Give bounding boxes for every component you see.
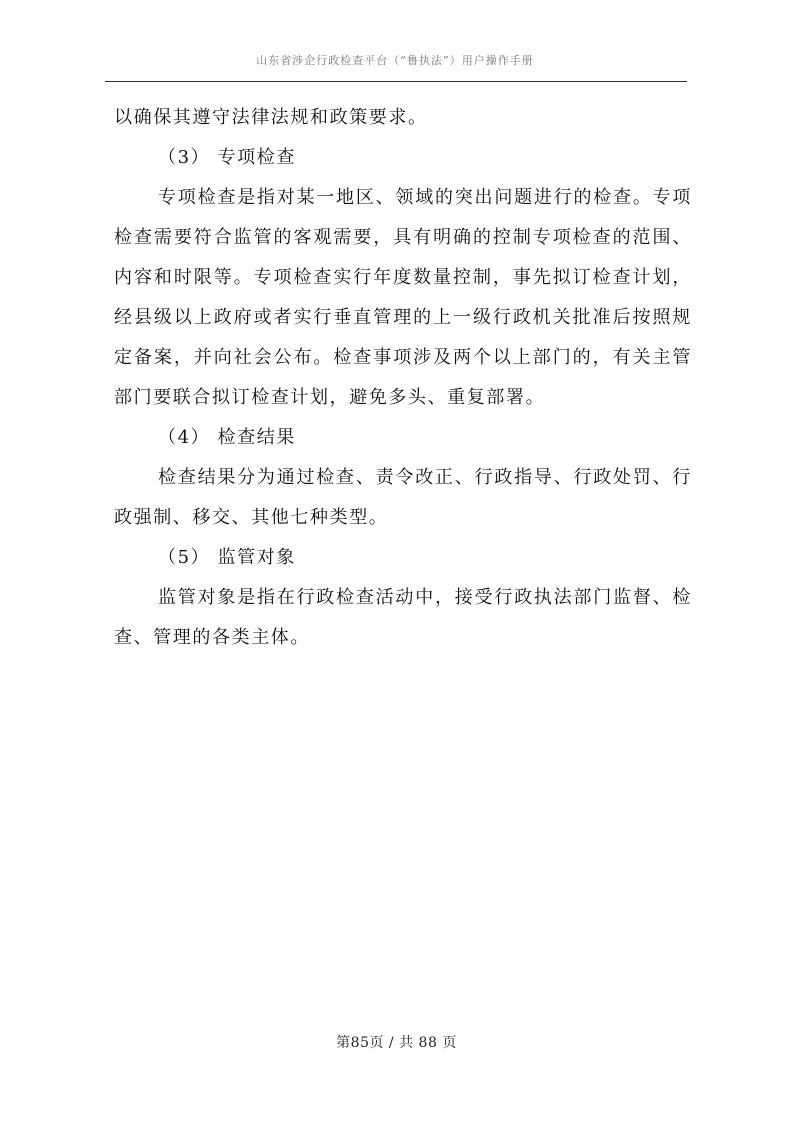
document-body [114,98,692,658]
paragraph-inspection-result: 检查结果分为通过检查、责令改正、行政指导、行政处罚、行政强制、移交、其他七种类型。 [114,467,692,528]
header-divider [105,81,687,82]
section-heading-inspection-result: （4） 检查结果 [158,427,296,448]
section-heading-special-inspection: （3） 专项检查 [158,147,296,168]
page-header: 山东省涉企行政检查平台（“鲁执法”）用户操作手册 [256,54,534,67]
paragraph-special-inspection: 专项检查是指对某一地区、领域的突出问题进行的检查。专项检查需要符合监管的客观需要，具有明确的控制专项检查的范围、内容和时限等。专项检查实行年度数量控制，事先拟订检查计划，经县级以上政府或者实行垂直管理的上一级行政机关批准后按照规定备案，并向社会公布。检查事项涉及两个以上部门的，有关主管部门要联合拟订检查计划，避免多头、重复部署。 [114,187,692,408]
paragraph-supervised-object: 监管对象是指在行政检查活动中，接受行政执法部门监督、检查、管理的各类主体。 [114,587,692,648]
paragraph-continuation: 以确保其遵守法律法规和政策要求。 [114,107,428,128]
section-heading-supervised-object: （5） 监管对象 [158,547,296,568]
page-number: 第85页 / 共 88 页 [336,1035,457,1051]
